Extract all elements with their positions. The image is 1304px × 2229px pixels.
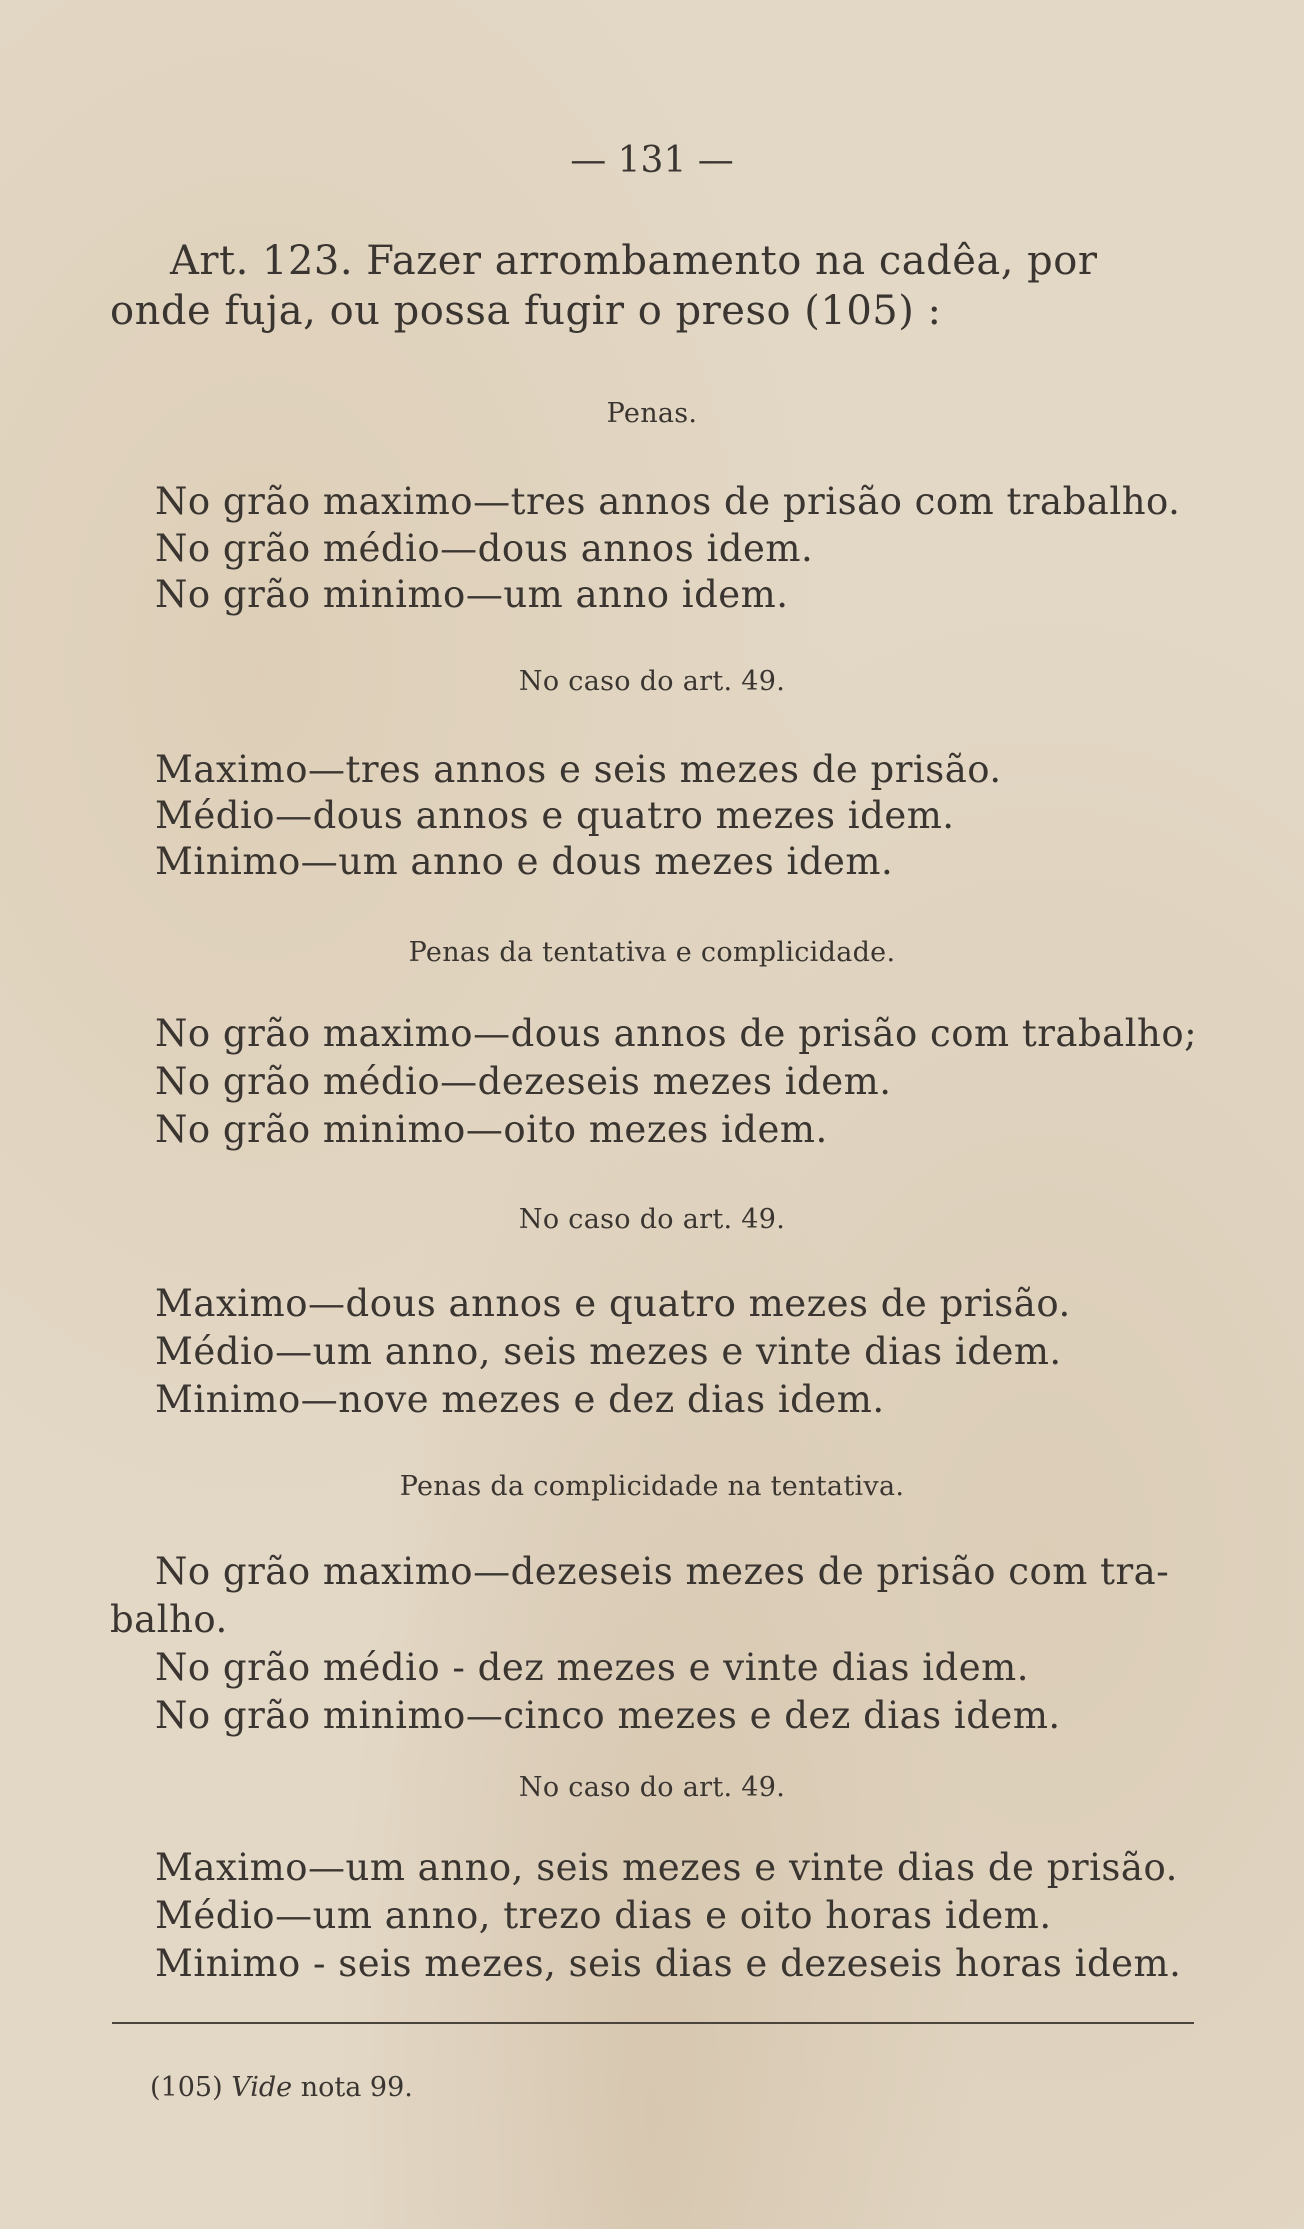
penalty-line: Maximo—dous annos e quatro mezes de prisão.: [155, 1282, 1071, 1325]
footnote-divider: [112, 2022, 1194, 2024]
penalty-line: Minimo—nove mezes e dez dias idem.: [155, 1378, 885, 1421]
article-text-line-2: onde fuja, ou possa fugir o preso (105) :: [110, 288, 942, 334]
footnote: [150, 2072, 413, 2103]
section-heading-art49: No caso do art. 49.: [518, 1204, 786, 1235]
footnote-marker: (105): [150, 2072, 223, 2103]
penalty-line: Maximo—tres annos e seis mezes de prisão.: [155, 748, 1002, 791]
penalty-line: Médio—dous annos e quatro mezes idem.: [155, 794, 955, 837]
section-heading-art49: No caso do art. 49.: [518, 666, 786, 697]
penalty-line: Minimo—um anno e dous mezes idem.: [155, 840, 894, 883]
penalty-line: No grão maximo—tres annos de prisão com trabalho.: [155, 480, 1181, 523]
penalty-line: Médio—um anno, seis mezes e vinte dias idem.: [155, 1330, 1062, 1373]
penalty-line: No grão maximo—dous annos de prisão com trabalho;: [155, 1012, 1198, 1055]
section-heading-penas: Penas.: [606, 398, 698, 429]
section-heading-complicidade: Penas da complicidade na tentativa.: [399, 1471, 905, 1502]
penalty-line: Médio—um anno, trezo dias e oito horas idem.: [155, 1894, 1052, 1937]
penalty-line: Minimo - seis mezes, seis dias e dezeseis horas idem.: [155, 1942, 1182, 1985]
article-text-line-1: Art. 123. Fazer arrombamento na cadêa, por: [170, 238, 1098, 284]
page-number: — 131 —: [570, 140, 734, 181]
section-heading-art49: No caso do art. 49.: [518, 1772, 786, 1803]
penalty-line: Maximo—um anno, seis mezes e vinte dias de prisão.: [155, 1846, 1178, 1889]
penalty-line: No grão médio—dous annos idem.: [155, 527, 814, 570]
penalty-line: No grão médio—dezeseis mezes idem.: [155, 1060, 892, 1103]
penalty-line: No grão minimo—um anno idem.: [155, 573, 789, 616]
penalty-line: No grão maximo—dezeseis mezes de prisão com tra-: [155, 1550, 1170, 1593]
section-heading-tentativa: Penas da tentativa e complicidade.: [408, 937, 896, 968]
penalty-line: No grão minimo—cinco mezes e dez dias idem.: [155, 1694, 1061, 1737]
penalty-line: No grão médio - dez mezes e vinte dias idem.: [155, 1646, 1029, 1689]
penalty-line: balho.: [110, 1598, 228, 1641]
footnote-vide: Vide: [231, 2072, 293, 2103]
penalty-line: No grão minimo—oito mezes idem.: [155, 1108, 828, 1151]
footnote-text: nota 99.: [300, 2072, 413, 2103]
